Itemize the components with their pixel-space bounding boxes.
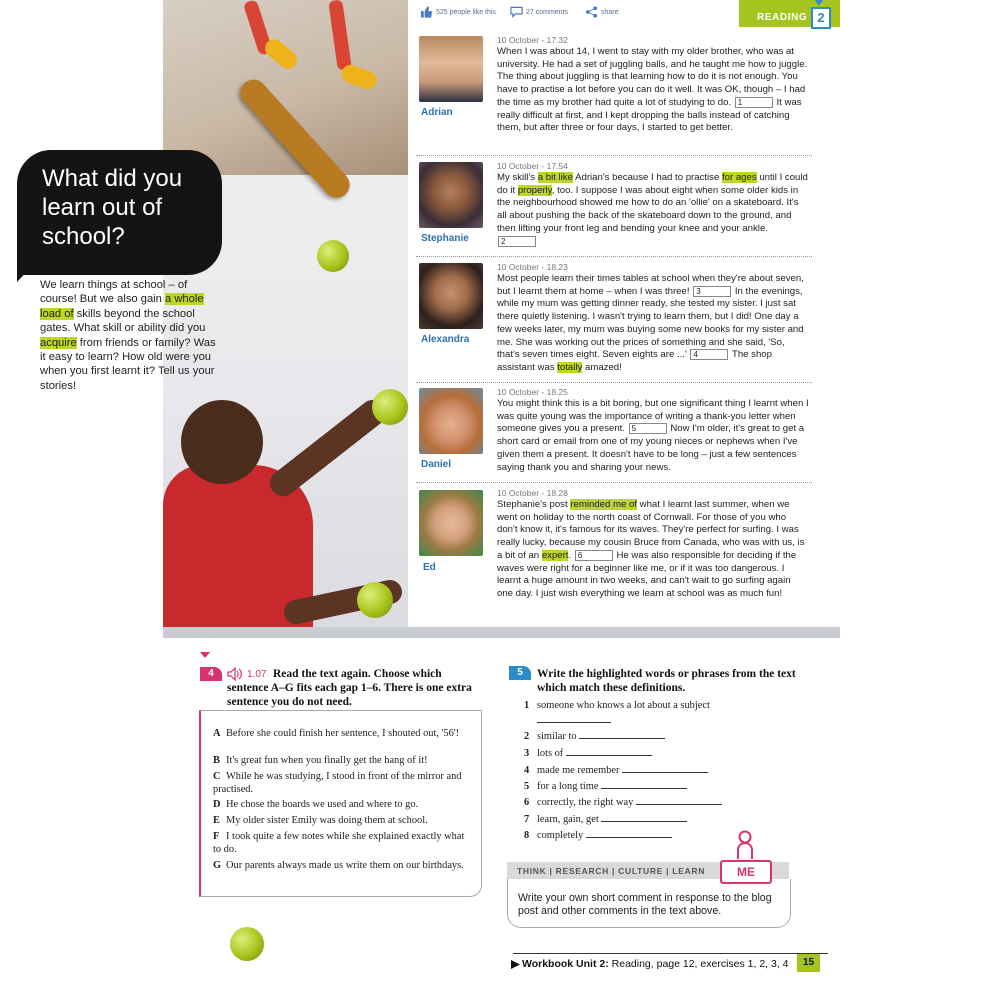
arrow-right-icon [511, 960, 520, 969]
footer-rule [513, 953, 828, 954]
avatar [419, 36, 483, 102]
share-link[interactable]: share [585, 6, 619, 18]
option: G Our parents always made us write them on our birthdays. [213, 860, 464, 871]
definition-item: 5 for a long time [524, 780, 687, 792]
post-text: When I was about 14, I went to stay with my older brother, who was at university. He had a set of juggling balls, and he taught me how to juggle. The thing about juggling is that learning how to do it is not enough. You have to practise a lot before you can do it well. It was OK, though – I had the time as my brother had quite a lot of studying to do. 1 It was really difficult at first, and I kept dropping the balls instead of catching them, but after three or four days, I started to get better. [497, 46, 808, 134]
me-badge: ME [720, 860, 772, 884]
audio-track: 1.07 [247, 669, 267, 680]
gap-box: 2 [498, 236, 536, 247]
skateboard-photo [163, 0, 408, 175]
avatar [419, 162, 483, 228]
definition-item: 2 similar to [524, 730, 665, 742]
answer-blank[interactable] [586, 829, 672, 838]
post-text: Stephanie's post reminded me of what I learnt last summer, when we went on holiday to the north coast of Cornwall. For those of you who don't know it, it's famous for its waves. They're perfect for surfing. I was really lucky, because my cousin Bruce from Canada, who was with us, is a bit of an expert. 6 He was also responsible for deciding if the waves were right for a beginner like me, or if it was too dangerous. I learnt a huge amount in two weeks, and can't wait to go surfing again one day. I just wish everything we learn at school was as much fun! [497, 499, 805, 599]
post-text: My skill's a bit like Adrian's because I had to practise for ages until I could do it properly, too. I suppose I was about eight when some older kids in the neighbourhood showed me how to do an 'ollie' on a skateboard. It's all about pushing the back of the skateboard down to the ground, and then lifting your front leg and bending your knee and your ankle. 2 [497, 172, 808, 246]
gap-box: 5 [629, 423, 667, 434]
option: E My older sister Emily was doing them at school. [213, 815, 428, 826]
post-divider [416, 482, 812, 483]
person-icon [737, 830, 753, 860]
page-number: 15 [797, 954, 820, 972]
definition-item: 8 completely [524, 829, 672, 841]
think-bar-label: THINK | RESEARCH | CULTURE | LEARN [517, 866, 706, 876]
exercise-instruction: Write the highlighted words or phrases from the text which match these definitions. [537, 668, 796, 695]
definition-item: 6 correctly, the right way [524, 796, 722, 808]
intro-text: We learn things at school – of course! But we also gain a whole load of skills beyond the school gates. What skill or ability did you acquire from friends or family? Was it easy to learn? How old were you when you first learnt it? Tell us your stories! [40, 279, 216, 392]
highlight: expert [541, 549, 569, 561]
comments-link[interactable]: 27 comments [510, 6, 568, 18]
exercise-number: 5 [509, 666, 531, 680]
section-label: READING [757, 12, 808, 23]
answer-blank[interactable] [601, 813, 687, 822]
option: A Before she could finish her sentence, I shouted out, '56'! [213, 728, 460, 739]
avatar [419, 263, 483, 329]
panel-bottom-strip [163, 627, 840, 638]
marker-icon [199, 652, 211, 664]
post-timestamp: 10 October - 18.25 [497, 387, 568, 397]
option: C While he was studying, I stood in front of the mirror and practised. [213, 771, 462, 795]
avatar [419, 490, 483, 556]
author-name: Ed [423, 562, 436, 573]
option: B It's great fun when you finally get the hang of it! [213, 755, 428, 766]
thumbs-up-icon [420, 6, 433, 18]
author-name: Stephanie [421, 233, 469, 244]
highlight: a whole load of [40, 293, 204, 320]
author-name: Daniel [421, 459, 452, 470]
post-timestamp: 10 October - 18.28 [497, 488, 568, 498]
think-task: Write your own short comment in response to the blog post and other comments in the text above. [518, 892, 772, 917]
definition-item: 3 lots of [524, 747, 652, 759]
post-timestamp: 10 October - 17.32 [497, 35, 568, 45]
option: F I took quite a few notes while she explained exactly what to do. [213, 831, 465, 855]
definition-item: 4 made me remember [524, 764, 708, 776]
speech-bubble-icon [510, 6, 523, 18]
definition-item: 1 someone who knows a lot about a subject [524, 700, 710, 711]
gap-box: 6 [575, 550, 613, 561]
highlight: acquire [40, 336, 77, 349]
post-divider [416, 155, 812, 156]
author-name: Adrian [421, 107, 453, 118]
option: D He chose the boards we used and where to go. [213, 799, 419, 810]
highlight: totally [557, 361, 583, 373]
post-text: You might think this is a bit boring, but one significant thing I learnt when I was quite young was the importance of writing a thank-you letter when someone gives you a present. 5 Now I'm older, it's great to get a short card or email from one of my young nieces or nephews when I've given them a present. It doesn't have to be long – just a few sentences saying thank you and sharing your news. [497, 398, 809, 473]
exercise-instruction: Read the text again. Choose which sentence A–G fits each gap 1–6. There is one extra sentence you do not need. [227, 668, 472, 709]
gap-box: 4 [690, 349, 728, 360]
post-timestamp: 10 October - 17.54 [497, 161, 568, 171]
highlight: properly [517, 184, 552, 196]
highlight: reminded me of [570, 499, 637, 510]
like-button[interactable]: 525 people like this [420, 6, 496, 18]
page-title: What did you learn out of school? [42, 165, 183, 250]
tennis-ball-icon [357, 582, 393, 618]
tennis-ball-icon [230, 927, 264, 961]
post-text: Most people learn their times tables at school when they're about seven, but I learnt them at home – when I was three! 3 In the evenings, while my mum was getting dinner ready, she tested my sister. I just sat there quietly listening. I wasn't trying to learn them, but I did! One day a few weeks later, my mum was buying some new books for my sister and me. She was working out the prices of something and she said, 'So, that's seven times eight. Seven eights are ...' 4 The shop assistant was totally amazed! [497, 273, 804, 373]
unit-number: 2 [811, 7, 831, 29]
definition-item: 7 learn, gain, get [524, 813, 687, 825]
highlight: for ages [721, 172, 757, 183]
author-name: Alexandra [421, 334, 470, 345]
share-icon [585, 6, 598, 18]
gap-box: 3 [693, 286, 731, 297]
post-divider [416, 382, 812, 383]
post-timestamp: 10 October - 18.23 [497, 262, 568, 272]
answer-blank[interactable] [622, 764, 708, 773]
tennis-ball-icon [317, 240, 349, 272]
tennis-ball-icon [372, 389, 408, 425]
answer-blank[interactable] [636, 796, 722, 805]
answer-blank[interactable] [566, 747, 652, 756]
answer-blank[interactable] [601, 780, 687, 789]
post-divider [416, 256, 812, 257]
highlight: a bit like [537, 172, 573, 183]
exercise-number: 4 [200, 667, 222, 681]
avatar [419, 388, 483, 454]
gap-box: 1 [735, 97, 773, 108]
workbook-reference: Workbook Unit 2: Reading, page 12, exercises 1, 2, 3, 4 [511, 958, 789, 970]
answer-blank[interactable] [579, 730, 665, 739]
answer-blank[interactable] [537, 714, 611, 723]
